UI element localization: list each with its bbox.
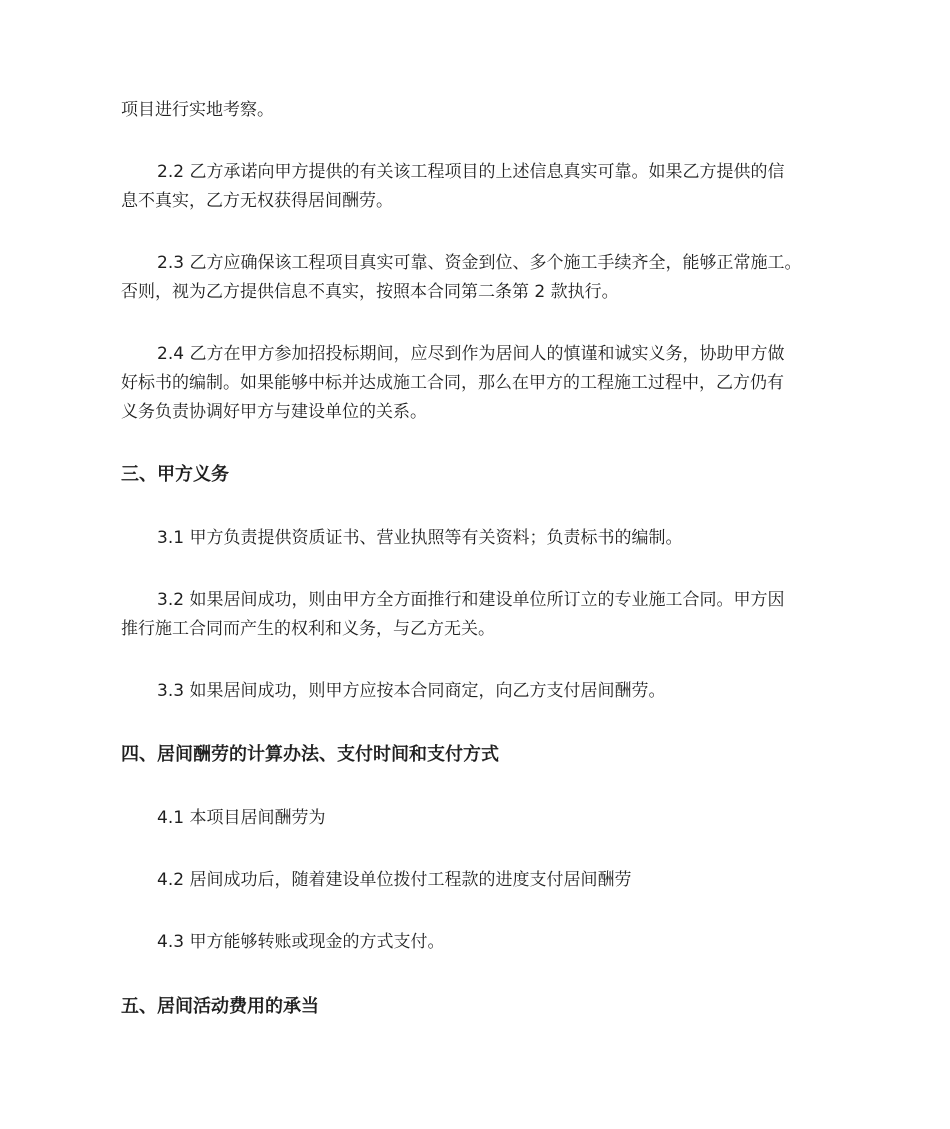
clause-2-4-line-1: 2.4 乙方在甲方参加招投标期间，应尽到作为居间人的慎谨和诚实义务，协助甲方做 — [157, 344, 785, 364]
clause-2-4-line-3: 义务负责协调好甲方与建设单位的关系。 — [121, 402, 427, 422]
section-heading-4: 四、居间酬劳的计算办法、支付时间和支付方式 — [121, 744, 499, 765]
clause-3-2-line-1: 3.2 如果居间成功，则由甲方全方面推行和建设单位所订立的专业施工合同。甲方因 — [157, 590, 785, 610]
clause-4-3-line-1: 4.3 甲方能够转账或现金的方式支付。 — [157, 932, 445, 952]
clause-4-1-line-1: 4.1 本项目居间酬劳为 — [157, 808, 326, 828]
clause-2-3-line-2: 否则，视为乙方提供信息不真实，按照本合同第二条第 2 款执行。 — [121, 282, 619, 302]
clause-2-2-line-2: 息不真实，乙方无权获得居间酬劳。 — [121, 191, 393, 211]
clause-3-2-line-2: 推行施工合同而产生的权利和义务，与乙方无关。 — [121, 619, 495, 639]
section-heading-5: 五、居间活动费用的承当 — [121, 996, 319, 1017]
clause-3-3-line-1: 3.3 如果居间成功，则甲方应按本合同商定，向乙方支付居间酬劳。 — [157, 681, 666, 701]
clause-2-2-line-1: 2.2 乙方承诺向甲方提供的有关该工程项目的上述信息真实可靠。如果乙方提供的信 — [157, 162, 785, 182]
clause-2-4-line-2: 好标书的编制。如果能够中标并达成施工合同，那么在甲方的工程施工过程中，乙方仍有 — [121, 373, 784, 393]
clause-2-3-line-1: 2.3 乙方应确保该工程项目真实可靠、资金到位、多个施工手续齐全，能够正常施工。 — [157, 253, 802, 273]
clause-3-1-line-1: 3.1 甲方负责提供资质证书、营业执照等有关资料；负责标书的编制。 — [157, 528, 683, 548]
clause-4-2-line-1: 4.2 居间成功后，随着建设单位拨付工程款的进度支付居间酬劳 — [157, 870, 632, 890]
section-heading-3: 三、甲方义务 — [121, 464, 229, 485]
paragraph-continuation-line: 项目进行实地考察。 — [121, 100, 274, 120]
